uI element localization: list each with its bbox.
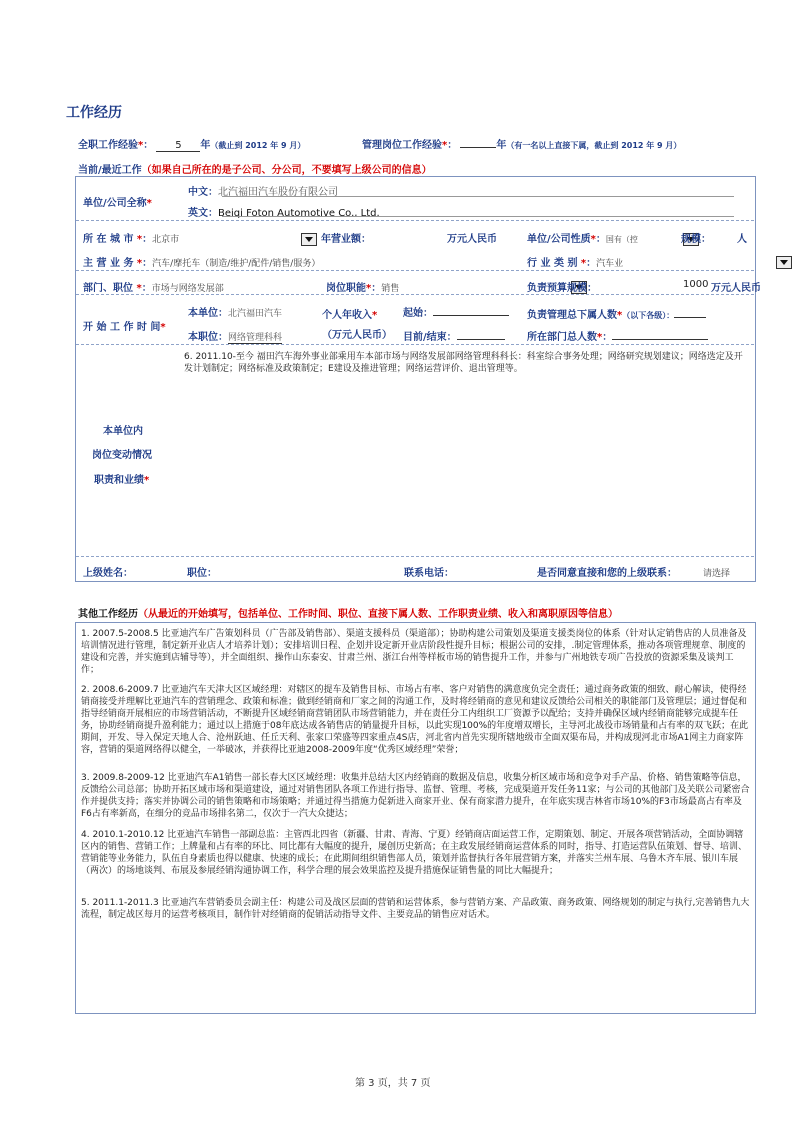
business-row: 主 营 业 务 *：汽车/摩托车（制造/维护/配件/销售/服务） [83,258,321,269]
company-en-row: 英文：Beiqi Foton Automotive Co., Ltd. [188,208,380,219]
section-title: 工作经历 [66,105,122,121]
other-heading-note: （从最近的开始填写，包括单位、工作时间、职位、直接下属人数、工作职责业绩、收入和离职原因等信息） [138,609,618,620]
from-field[interactable] [433,315,509,316]
scale-label: 规模： [681,234,711,245]
industry-row: 行 业 类 别 *：汽车业 [527,258,624,269]
city-dropdown-icon[interactable] [301,233,317,246]
revenue-unit: 万元人民币 [447,234,497,245]
to-field[interactable] [457,339,505,340]
subordinates-field[interactable] [674,317,706,318]
to-row: 目前/结束： [403,328,505,343]
subordinates-row: 负责管理总下属人数*（以下各级）： [527,306,706,321]
dept-field[interactable]: 市场与网络发展部 [151,284,224,294]
unit-start-field[interactable]: 北汽福田汽车 [228,309,283,319]
pos-start-field[interactable]: 网络管理科科 [228,330,282,344]
other-heading [78,605,618,620]
business-field[interactable]: 汽车/摩托车（制造/维护/配件/销售/服务） [152,259,321,269]
consent-label: 是否同意直接和您的上级联系： [537,568,677,579]
duties-label-1: 本单位内 [103,426,143,437]
city-field[interactable]: 北京市 [152,235,180,245]
fulltime-years-field[interactable]: 5 [156,140,200,152]
dept-total-row: 所在部门总人数*： [527,328,708,343]
fulltime-unit: 年 [200,140,211,151]
mgmt-unit: 年 [496,140,507,151]
current-heading-note: （如果自己所在的是子公司、分公司，不要填写上级公司的信息） [141,165,432,176]
boss-pos-label: 职位： [187,568,217,579]
company-en-field[interactable]: Beiqi Foton Automotive Co., Ltd. [218,208,380,219]
budget-row: 负责预算规模： [527,283,597,294]
other-heading-text: 其他工作经历 [78,609,138,620]
current-job-heading [78,161,432,176]
page-footer: 第 3 页，共 7 页 [355,1078,431,1089]
industry-field[interactable]: 汽车业 [596,259,624,269]
budget-unit: 万元人民币 [711,283,761,294]
fulltime-label: 全职工作经验 [78,140,138,151]
unit-start-row: 本单位：北汽福田汽车 [188,308,283,319]
start-time-label: 开 始 工 作 时 间* [83,322,166,333]
mgmt-label: 管理岗位工作经验 [362,140,442,151]
mgmt-years-field[interactable] [460,147,496,148]
company-cn-field[interactable]: 北汽福田汽车股份有限公司 [218,187,338,198]
other-item-1[interactable]: 1. 2007.5-2008.5 比亚迪汽车广告策划科员（广告部及销售部）、渠道支援科员（渠道部）；协助构建公司策划及渠道支援类岗位的体系（针对认定销售店的人员准备及培训情况进行管理，制定新开业店人才培养计划）；安排培训日程、企划并设定新开业店阶段性提升目标；根据公司的安排，.制定管理体系，推动各项管理规章、制度的建设和完善，并实施到店辅导等），并全面组织、操作山东泰安、甘肃兰州、浙江台州等样板市场的销售提升工作，并参与广州地铁专项广告投放的资源采集及谈判工作； [81,629,747,675]
other-item-3[interactable]: 3. 2009.8-2009-12 比亚迪汽车A1销售一部长春大区区域经理：收集并总结大区内经销商的数据及信息，收集分析区域市场和竞争对手产品、价格、销售策略等信息，反馈给公司总部；协助开拓区域市场和渠道建设，通过对销售团队各项工作进行指导、监督、管理、考核，完成渠道开发任务11家；与公司的其他部门及关联公司紧密合作并提供支持；落实并协调公司的销售策略和市场策略；并通过得当措施力促新进入商家开业、保有商家潜力提升，在年底实现吉林省市场10%的F3市场最高占有率及F6占有率新高，在细分的竞品市场排名第二，仅次于一汽大众捷达； [81,773,750,819]
other-item-4[interactable]: 4. 2010.1-2010.12 比亚迪汽车销售一部副总监：主管西北四省（新疆、甘肃、青海、宁夏）经销商店面运营工作，定期策划、制定、开展各项营销活动，全面协调辖区内的销售、营销工作；上牌量和占有率的环比、同比都有大幅度的提升，屡创历史新高；在主政发展经销商运营体系的同时，指导、打造运营队伍策划、督导、培训、营销能等业务能力，队伍自身素质也得以健康、快速的成长；在此期间组织销售部人员，策划并监督执行各年展营销方案，并落实兰州车展、乌鲁木齐车展、银川车展（两次）的场地谈判、布展及参展经销沟通协调工作，科学合理的展会效果监控及提升措施保证销售量的同比大幅提升； [81,830,748,876]
company-label: 单位/公司全称* [83,198,152,209]
dept-total-field[interactable] [612,339,708,340]
income-unit: （万元人民币） [322,330,392,341]
industry-dropdown-icon[interactable] [776,256,792,269]
fulltime-experience-row: 全职工作经验*： 5 年（截止到 2012 年 9 月） [78,140,306,151]
current-heading-text: 当前/最近工作 [78,165,142,176]
level-field[interactable]: 销售 [381,284,400,294]
city-row: 所 在 城 市 *：北京市 [83,234,180,245]
nature-row: 单位/公司性质*：国有（控 [527,234,638,245]
mgmt-experience-row: 管理岗位工作经验*： 年（有一名以上直接下属，截止到 2012 年 9 月） [362,140,682,151]
duties-label-3: 职责和业绩* [94,475,150,486]
scale-unit: 人 [737,234,747,245]
from-row: 起始： [403,304,509,319]
boss-phone-label: 联系电话： [404,568,454,579]
dept-row: 部门、职位 *：市场与网络发展部 [83,283,224,294]
company-cn-row: 中文：北汽福田汽车股份有限公司 [188,187,338,198]
level-row: 岗位职能*：销售 [326,283,400,294]
other-item-2[interactable]: 2. 2008.6-2009.7 比亚迪汽车天津大区区域经理：对辖区的提车及销售目标、市场占有率、客户对销售的满意度负完全责任；通过商务政策的细致、耐心解读，使得经销商接受并理解比亚迪汽车的营销理念、政策和标准；做到经销商和厂家之间的沟通工作，及时将经销商的意见和建议反馈给公司相关的职能部门及管理层；通过督促和指导经销商开展相应的市场营销活动，不断提升区域经销商营销团队市场营销能力，并在责任分工内组织工厂资源予以配给；支持并确保区域内经销商能够完成提车任务，协助经销商提升盈利能力；通过以上措施于08年底达成各销售店的销量提升目标，以此实现100%的年度增双增长，主导河北战役市场销量和占有率的双飞跃；在此期间，开发、导入保定天地人合、沧州跃迪、任丘天利、张家口荣盛等四家重点4S店，河北省内首先实现所辖地级市全面双渠布局，并构成现河北市场A1网主力商家阵容，营销的渠道网络得以健全，一举破冰，并获得比亚迪2008-2009年度“优秀区域经理”荣誉； [81,685,749,755]
boss-name-label: 上级姓名： [83,568,133,579]
other-item-5[interactable]: 5. 2011.1-2011.3 比亚迪汽车营销委员会副主任：构建公司及战区层面的营销和运营体系，参与营销方案、产品政策、商务政策、网络规划的制定与执行,完善销售九大流程，制定战区每月的运营考核项目，制作针对经销商的促销活动指导文件、主要竞品的销售应对话术。 [81,898,750,920]
nature-field[interactable]: 国有（控 [605,235,638,244]
duties-text[interactable]: 6. 2011.10-至今 福田汽车海外事业部乘用车本部市场与网络发展部网络管理科科长：科室综合事务处理；网络研究规划建议；网络选定及开发计划制定；网络标准及政策制定；E建设及推进管理；网络运营评价、退出管理等。 [184,352,743,374]
consent-select[interactable]: 请选择 [703,569,731,579]
duties-label-2: 岗位变动情况 [92,450,152,461]
budget-value-field[interactable]: 1000 [683,279,709,290]
pos-start-row: 本职位：网络管理科科 [188,332,283,343]
revenue-label: 年营业额： [321,234,371,245]
fulltime-note: （截止到 2012 年 9 月） [210,141,306,150]
income-label: 个人年收入* [322,310,378,321]
mgmt-note: （有一名以上直接下属，截止到 2012 年 9 月） [506,141,682,150]
